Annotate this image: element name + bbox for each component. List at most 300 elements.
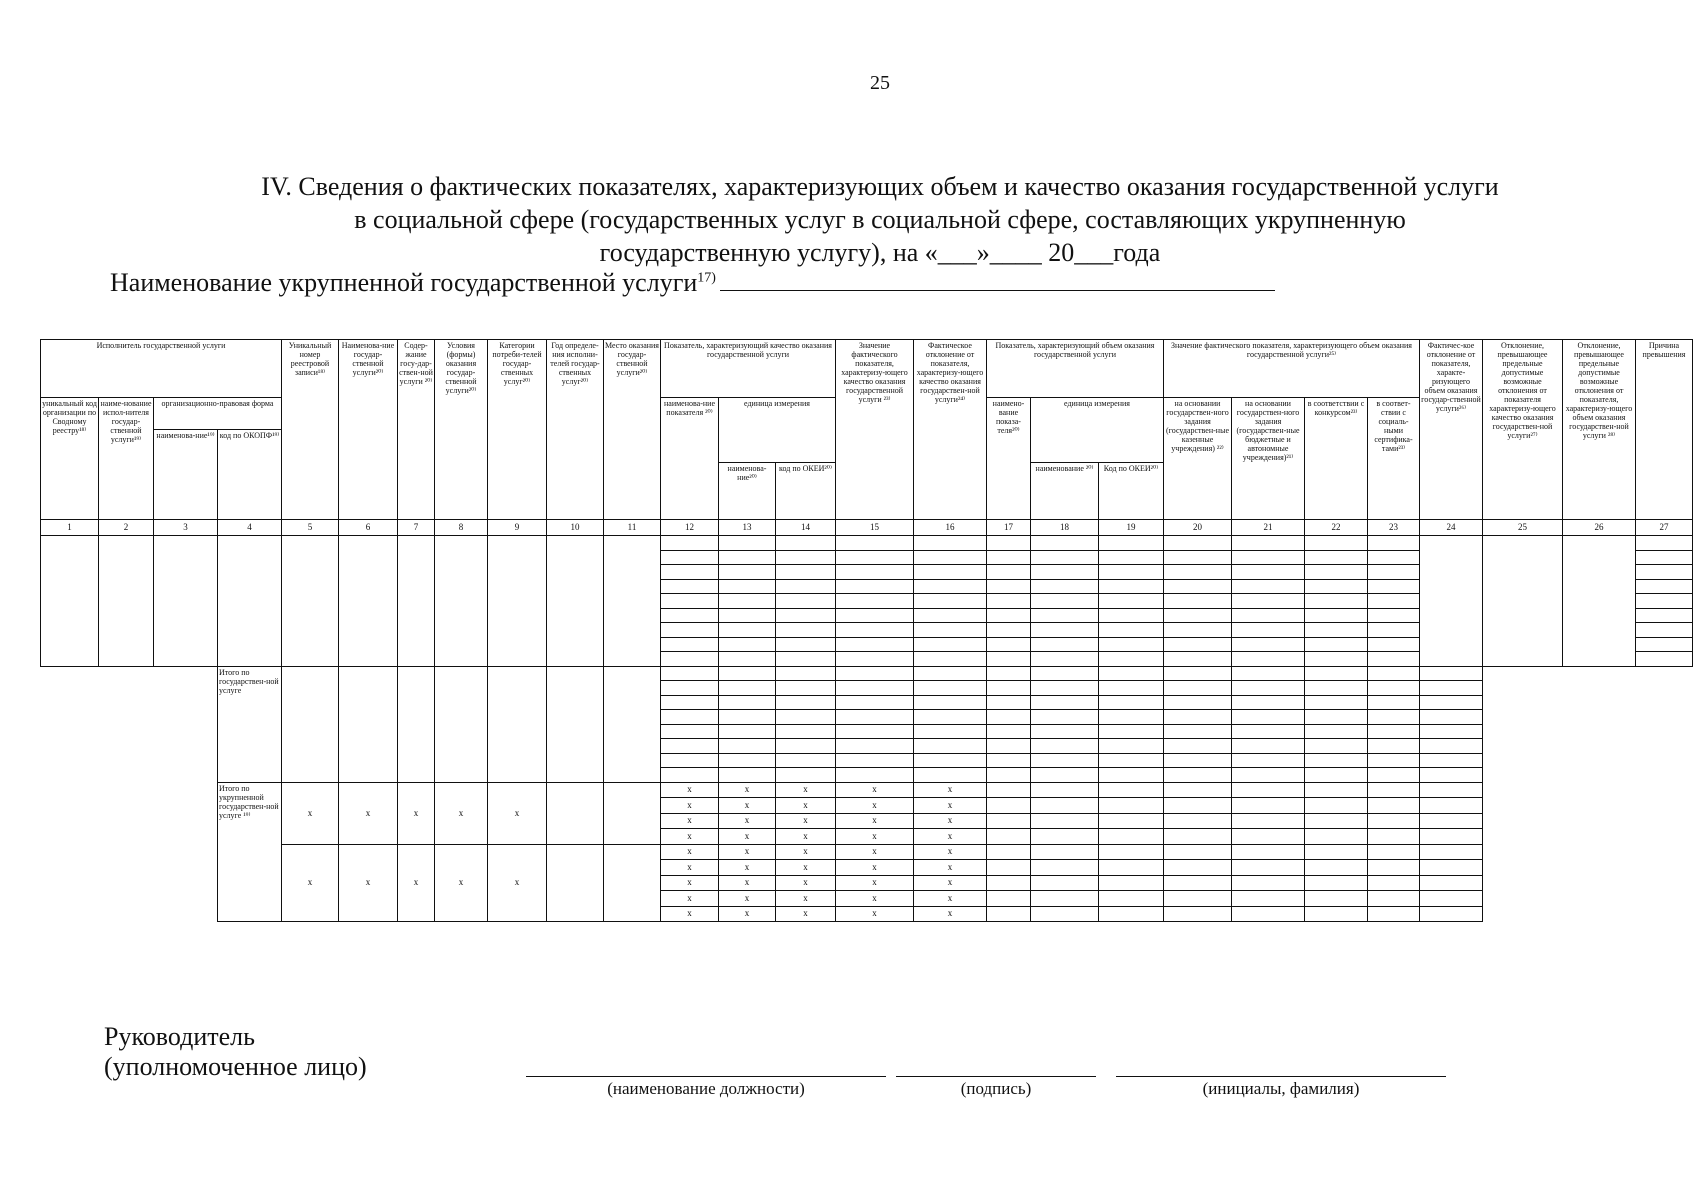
- input-cell[interactable]: [1232, 550, 1305, 565]
- input-cell[interactable]: [1636, 594, 1693, 609]
- input-cell[interactable]: [1099, 608, 1164, 623]
- input-cell[interactable]: [661, 536, 719, 551]
- input-cell[interactable]: [1420, 710, 1483, 725]
- input-cell[interactable]: [1232, 695, 1305, 710]
- input-cell[interactable]: [661, 710, 719, 725]
- input-cell[interactable]: [1368, 891, 1420, 907]
- input-cell[interactable]: [1164, 695, 1232, 710]
- input-cell[interactable]: [1099, 813, 1164, 829]
- input-cell[interactable]: [1164, 579, 1232, 594]
- input-cell[interactable]: [1368, 753, 1420, 768]
- input-cell[interactable]: [987, 906, 1031, 922]
- input-cell[interactable]: [1099, 875, 1164, 891]
- enlarged-service-name-field[interactable]: [720, 270, 1275, 291]
- input-cell[interactable]: [1232, 768, 1305, 783]
- input-cell[interactable]: [1305, 652, 1368, 667]
- input-cell[interactable]: [914, 550, 987, 565]
- input-cell[interactable]: [987, 652, 1031, 667]
- input-cell[interactable]: [914, 536, 987, 551]
- input-cell[interactable]: [1368, 875, 1420, 891]
- input-cell[interactable]: [1305, 536, 1368, 551]
- input-cell[interactable]: [1232, 608, 1305, 623]
- input-cell[interactable]: [661, 623, 719, 638]
- input-cell[interactable]: [719, 652, 776, 667]
- input-cell[interactable]: [1164, 768, 1232, 783]
- input-cell[interactable]: [1031, 666, 1099, 681]
- input-cell[interactable]: [1305, 724, 1368, 739]
- input-cell[interactable]: [1305, 875, 1368, 891]
- input-cell[interactable]: [1420, 695, 1483, 710]
- input-cell[interactable]: [339, 666, 398, 782]
- input-cell[interactable]: [776, 637, 836, 652]
- input-cell[interactable]: [1099, 681, 1164, 696]
- input-cell[interactable]: [914, 753, 987, 768]
- input-cell[interactable]: [1031, 753, 1099, 768]
- input-cell[interactable]: [661, 565, 719, 580]
- input-cell[interactable]: [1164, 652, 1232, 667]
- input-cell[interactable]: [1164, 813, 1232, 829]
- input-cell[interactable]: [1099, 906, 1164, 922]
- input-cell[interactable]: [719, 594, 776, 609]
- input-cell[interactable]: [987, 891, 1031, 907]
- input-cell[interactable]: [661, 637, 719, 652]
- input-cell[interactable]: [1031, 637, 1099, 652]
- input-cell[interactable]: [1368, 536, 1420, 551]
- input-cell[interactable]: [1031, 681, 1099, 696]
- input-cell[interactable]: [661, 666, 719, 681]
- input-cell[interactable]: [1305, 768, 1368, 783]
- input-cell[interactable]: [776, 739, 836, 754]
- input-cell[interactable]: [661, 579, 719, 594]
- input-cell[interactable]: [836, 565, 914, 580]
- input-cell[interactable]: [1420, 724, 1483, 739]
- input-cell[interactable]: [41, 536, 99, 667]
- input-cell[interactable]: [1232, 813, 1305, 829]
- input-cell[interactable]: [776, 579, 836, 594]
- input-cell[interactable]: [719, 695, 776, 710]
- input-cell[interactable]: [776, 536, 836, 551]
- input-cell[interactable]: [1099, 594, 1164, 609]
- input-cell[interactable]: [1305, 798, 1368, 814]
- input-cell[interactable]: [282, 666, 339, 782]
- input-cell[interactable]: [1232, 623, 1305, 638]
- input-cell[interactable]: [1232, 565, 1305, 580]
- input-cell[interactable]: [1164, 844, 1232, 860]
- input-cell[interactable]: [1232, 724, 1305, 739]
- input-cell[interactable]: [661, 739, 719, 754]
- input-cell[interactable]: [1164, 739, 1232, 754]
- input-cell[interactable]: [1368, 724, 1420, 739]
- input-cell[interactable]: [836, 608, 914, 623]
- input-cell[interactable]: [1368, 768, 1420, 783]
- input-cell[interactable]: [1031, 724, 1099, 739]
- input-cell[interactable]: [1305, 782, 1368, 798]
- input-cell[interactable]: [1232, 710, 1305, 725]
- input-cell[interactable]: [776, 753, 836, 768]
- input-cell[interactable]: [1232, 753, 1305, 768]
- input-cell[interactable]: [914, 695, 987, 710]
- input-cell[interactable]: [1232, 594, 1305, 609]
- input-cell[interactable]: [1368, 681, 1420, 696]
- input-cell[interactable]: [1031, 608, 1099, 623]
- input-cell[interactable]: [1305, 579, 1368, 594]
- input-cell[interactable]: [776, 724, 836, 739]
- input-cell[interactable]: [1031, 652, 1099, 667]
- input-cell[interactable]: [1420, 798, 1483, 814]
- input-cell[interactable]: [1420, 666, 1483, 681]
- input-cell[interactable]: [1368, 666, 1420, 681]
- input-cell[interactable]: [719, 550, 776, 565]
- input-cell[interactable]: [1099, 652, 1164, 667]
- input-cell[interactable]: [1099, 623, 1164, 638]
- input-cell[interactable]: [1483, 536, 1563, 667]
- input-cell[interactable]: [914, 623, 987, 638]
- input-cell[interactable]: [1232, 891, 1305, 907]
- input-cell[interactable]: [661, 550, 719, 565]
- input-cell[interactable]: [1099, 891, 1164, 907]
- input-cell[interactable]: [914, 565, 987, 580]
- input-cell[interactable]: [987, 782, 1031, 798]
- input-cell[interactable]: [1232, 906, 1305, 922]
- input-cell[interactable]: [836, 666, 914, 681]
- input-cell[interactable]: [1031, 906, 1099, 922]
- input-cell[interactable]: [1232, 782, 1305, 798]
- input-cell[interactable]: [661, 681, 719, 696]
- input-cell[interactable]: [1368, 550, 1420, 565]
- input-cell[interactable]: [719, 710, 776, 725]
- input-cell[interactable]: [914, 637, 987, 652]
- input-cell[interactable]: [1232, 798, 1305, 814]
- input-cell[interactable]: [1031, 891, 1099, 907]
- input-cell[interactable]: [1164, 798, 1232, 814]
- input-cell[interactable]: [1164, 753, 1232, 768]
- input-cell[interactable]: [1232, 681, 1305, 696]
- input-cell[interactable]: [1099, 860, 1164, 876]
- input-cell[interactable]: [987, 875, 1031, 891]
- input-cell[interactable]: [987, 536, 1031, 551]
- input-cell[interactable]: [719, 565, 776, 580]
- input-cell[interactable]: [1099, 550, 1164, 565]
- input-cell[interactable]: [1031, 550, 1099, 565]
- input-cell[interactable]: [836, 681, 914, 696]
- input-cell[interactable]: [1099, 782, 1164, 798]
- input-cell[interactable]: [1368, 782, 1420, 798]
- input-cell[interactable]: [1305, 829, 1368, 845]
- input-cell[interactable]: [1368, 608, 1420, 623]
- input-cell[interactable]: [1232, 666, 1305, 681]
- input-cell[interactable]: [1368, 860, 1420, 876]
- input-cell[interactable]: [1164, 637, 1232, 652]
- input-cell[interactable]: [1420, 536, 1483, 667]
- input-cell[interactable]: [719, 608, 776, 623]
- input-cell[interactable]: [987, 681, 1031, 696]
- input-cell[interactable]: [661, 652, 719, 667]
- input-cell[interactable]: [1368, 813, 1420, 829]
- input-cell[interactable]: [1099, 536, 1164, 551]
- input-cell[interactable]: [776, 652, 836, 667]
- input-cell[interactable]: [987, 739, 1031, 754]
- input-cell[interactable]: [1031, 710, 1099, 725]
- initials-field[interactable]: (инициалы, фамилия): [1116, 1076, 1446, 1099]
- input-cell[interactable]: [1164, 906, 1232, 922]
- input-cell[interactable]: [836, 739, 914, 754]
- input-cell[interactable]: [1099, 637, 1164, 652]
- input-cell[interactable]: [987, 695, 1031, 710]
- input-cell[interactable]: [836, 623, 914, 638]
- input-cell[interactable]: [1031, 875, 1099, 891]
- input-cell[interactable]: [1636, 579, 1693, 594]
- input-cell[interactable]: [1099, 695, 1164, 710]
- input-cell[interactable]: [1232, 579, 1305, 594]
- input-cell[interactable]: [914, 768, 987, 783]
- input-cell[interactable]: [776, 623, 836, 638]
- input-cell[interactable]: [987, 860, 1031, 876]
- input-cell[interactable]: [1636, 565, 1693, 580]
- input-cell[interactable]: [1368, 623, 1420, 638]
- input-cell[interactable]: [547, 782, 604, 844]
- input-cell[interactable]: [914, 579, 987, 594]
- input-cell[interactable]: [1164, 875, 1232, 891]
- input-cell[interactable]: [776, 681, 836, 696]
- input-cell[interactable]: [1420, 681, 1483, 696]
- input-cell[interactable]: [1164, 710, 1232, 725]
- input-cell[interactable]: [1232, 860, 1305, 876]
- input-cell[interactable]: [987, 768, 1031, 783]
- input-cell[interactable]: [776, 565, 836, 580]
- input-cell[interactable]: [1305, 753, 1368, 768]
- input-cell[interactable]: [547, 844, 604, 922]
- input-cell[interactable]: [1368, 739, 1420, 754]
- input-cell[interactable]: [398, 536, 435, 667]
- input-cell[interactable]: [218, 536, 282, 667]
- input-cell[interactable]: [1420, 891, 1483, 907]
- input-cell[interactable]: [1368, 844, 1420, 860]
- input-cell[interactable]: [914, 608, 987, 623]
- input-cell[interactable]: [914, 652, 987, 667]
- input-cell[interactable]: [661, 724, 719, 739]
- input-cell[interactable]: [1232, 652, 1305, 667]
- input-cell[interactable]: [1636, 652, 1693, 667]
- input-cell[interactable]: [1164, 666, 1232, 681]
- input-cell[interactable]: [661, 753, 719, 768]
- input-cell[interactable]: [836, 536, 914, 551]
- input-cell[interactable]: [987, 637, 1031, 652]
- input-cell[interactable]: [836, 652, 914, 667]
- input-cell[interactable]: [1368, 906, 1420, 922]
- input-cell[interactable]: [1232, 739, 1305, 754]
- input-cell[interactable]: [1305, 906, 1368, 922]
- input-cell[interactable]: [1099, 739, 1164, 754]
- input-cell[interactable]: [1368, 579, 1420, 594]
- input-cell[interactable]: [1099, 829, 1164, 845]
- input-cell[interactable]: [1164, 536, 1232, 551]
- input-cell[interactable]: [719, 666, 776, 681]
- input-cell[interactable]: [987, 623, 1031, 638]
- input-cell[interactable]: [1031, 565, 1099, 580]
- input-cell[interactable]: [1420, 739, 1483, 754]
- input-cell[interactable]: [1031, 813, 1099, 829]
- input-cell[interactable]: [1099, 844, 1164, 860]
- input-cell[interactable]: [1031, 695, 1099, 710]
- input-cell[interactable]: [1368, 798, 1420, 814]
- input-cell[interactable]: [987, 844, 1031, 860]
- input-cell[interactable]: [1164, 681, 1232, 696]
- input-cell[interactable]: [1368, 637, 1420, 652]
- input-cell[interactable]: [776, 608, 836, 623]
- input-cell[interactable]: [1232, 637, 1305, 652]
- input-cell[interactable]: [1232, 829, 1305, 845]
- input-cell[interactable]: [604, 782, 661, 844]
- input-cell[interactable]: [1420, 753, 1483, 768]
- input-cell[interactable]: [987, 724, 1031, 739]
- input-cell[interactable]: [914, 594, 987, 609]
- input-cell[interactable]: [1164, 623, 1232, 638]
- input-cell[interactable]: [987, 829, 1031, 845]
- input-cell[interactable]: [1420, 768, 1483, 783]
- input-cell[interactable]: [836, 695, 914, 710]
- input-cell[interactable]: [1164, 550, 1232, 565]
- input-cell[interactable]: [1305, 594, 1368, 609]
- input-cell[interactable]: [836, 710, 914, 725]
- input-cell[interactable]: [1305, 891, 1368, 907]
- input-cell[interactable]: [604, 666, 661, 782]
- input-cell[interactable]: [987, 710, 1031, 725]
- input-cell[interactable]: [719, 623, 776, 638]
- input-cell[interactable]: [154, 536, 218, 667]
- input-cell[interactable]: [1368, 594, 1420, 609]
- input-cell[interactable]: [1164, 608, 1232, 623]
- input-cell[interactable]: [1305, 666, 1368, 681]
- input-cell[interactable]: [604, 536, 661, 667]
- input-cell[interactable]: [1636, 550, 1693, 565]
- input-cell[interactable]: [661, 768, 719, 783]
- input-cell[interactable]: [1099, 579, 1164, 594]
- input-cell[interactable]: [914, 666, 987, 681]
- input-cell[interactable]: [1099, 798, 1164, 814]
- input-cell[interactable]: [1232, 844, 1305, 860]
- input-cell[interactable]: [1031, 829, 1099, 845]
- input-cell[interactable]: [1305, 681, 1368, 696]
- input-cell[interactable]: [1636, 623, 1693, 638]
- input-cell[interactable]: [1099, 724, 1164, 739]
- input-cell[interactable]: [987, 565, 1031, 580]
- input-cell[interactable]: [836, 594, 914, 609]
- input-cell[interactable]: [1305, 623, 1368, 638]
- input-cell[interactable]: [987, 798, 1031, 814]
- input-cell[interactable]: [661, 695, 719, 710]
- input-cell[interactable]: [836, 579, 914, 594]
- input-cell[interactable]: [1031, 768, 1099, 783]
- input-cell[interactable]: [914, 710, 987, 725]
- input-cell[interactable]: [398, 666, 435, 782]
- input-cell[interactable]: [1232, 536, 1305, 551]
- input-cell[interactable]: [776, 550, 836, 565]
- input-cell[interactable]: [1099, 565, 1164, 580]
- input-cell[interactable]: [836, 637, 914, 652]
- input-cell[interactable]: [914, 724, 987, 739]
- input-cell[interactable]: [1636, 536, 1693, 551]
- input-cell[interactable]: [1164, 891, 1232, 907]
- input-cell[interactable]: [719, 579, 776, 594]
- input-cell[interactable]: [1164, 565, 1232, 580]
- input-cell[interactable]: [914, 739, 987, 754]
- input-cell[interactable]: [1305, 550, 1368, 565]
- input-cell[interactable]: [776, 666, 836, 681]
- input-cell[interactable]: [719, 739, 776, 754]
- input-cell[interactable]: [1368, 652, 1420, 667]
- input-cell[interactable]: [435, 666, 488, 782]
- position-field[interactable]: (наименование должности): [526, 1076, 886, 1099]
- input-cell[interactable]: [719, 536, 776, 551]
- input-cell[interactable]: [1031, 536, 1099, 551]
- input-cell[interactable]: [1164, 860, 1232, 876]
- input-cell[interactable]: [661, 608, 719, 623]
- input-cell[interactable]: [836, 550, 914, 565]
- input-cell[interactable]: [282, 536, 339, 667]
- input-cell[interactable]: [1232, 875, 1305, 891]
- input-cell[interactable]: [99, 536, 154, 667]
- input-cell[interactable]: [1305, 637, 1368, 652]
- input-cell[interactable]: [1563, 536, 1636, 667]
- input-cell[interactable]: [1099, 710, 1164, 725]
- input-cell[interactable]: [1305, 739, 1368, 754]
- input-cell[interactable]: [1368, 710, 1420, 725]
- input-cell[interactable]: [776, 594, 836, 609]
- input-cell[interactable]: [1099, 666, 1164, 681]
- input-cell[interactable]: [719, 753, 776, 768]
- input-cell[interactable]: [836, 724, 914, 739]
- input-cell[interactable]: [339, 536, 398, 667]
- input-cell[interactable]: [1420, 844, 1483, 860]
- input-cell[interactable]: [719, 768, 776, 783]
- input-cell[interactable]: [1420, 782, 1483, 798]
- input-cell[interactable]: [1031, 860, 1099, 876]
- input-cell[interactable]: [604, 844, 661, 922]
- input-cell[interactable]: [776, 710, 836, 725]
- input-cell[interactable]: [1305, 860, 1368, 876]
- input-cell[interactable]: [1031, 798, 1099, 814]
- input-cell[interactable]: [1636, 637, 1693, 652]
- input-cell[interactable]: [1164, 724, 1232, 739]
- input-cell[interactable]: [1031, 623, 1099, 638]
- input-cell[interactable]: [1420, 906, 1483, 922]
- input-cell[interactable]: [1305, 813, 1368, 829]
- input-cell[interactable]: [1368, 565, 1420, 580]
- input-cell[interactable]: [1031, 739, 1099, 754]
- input-cell[interactable]: [1420, 813, 1483, 829]
- input-cell[interactable]: [1031, 844, 1099, 860]
- input-cell[interactable]: [987, 753, 1031, 768]
- input-cell[interactable]: [547, 666, 604, 782]
- signature-field[interactable]: (подпись): [896, 1076, 1096, 1099]
- input-cell[interactable]: [1368, 829, 1420, 845]
- input-cell[interactable]: [719, 637, 776, 652]
- input-cell[interactable]: [1368, 695, 1420, 710]
- input-cell[interactable]: [1636, 608, 1693, 623]
- input-cell[interactable]: [488, 536, 547, 667]
- input-cell[interactable]: [719, 681, 776, 696]
- input-cell[interactable]: [1164, 594, 1232, 609]
- input-cell[interactable]: [776, 695, 836, 710]
- input-cell[interactable]: [1305, 710, 1368, 725]
- input-cell[interactable]: [1031, 782, 1099, 798]
- input-cell[interactable]: [987, 608, 1031, 623]
- input-cell[interactable]: [719, 724, 776, 739]
- input-cell[interactable]: [1420, 829, 1483, 845]
- input-cell[interactable]: [987, 813, 1031, 829]
- input-cell[interactable]: [987, 550, 1031, 565]
- input-cell[interactable]: [1031, 594, 1099, 609]
